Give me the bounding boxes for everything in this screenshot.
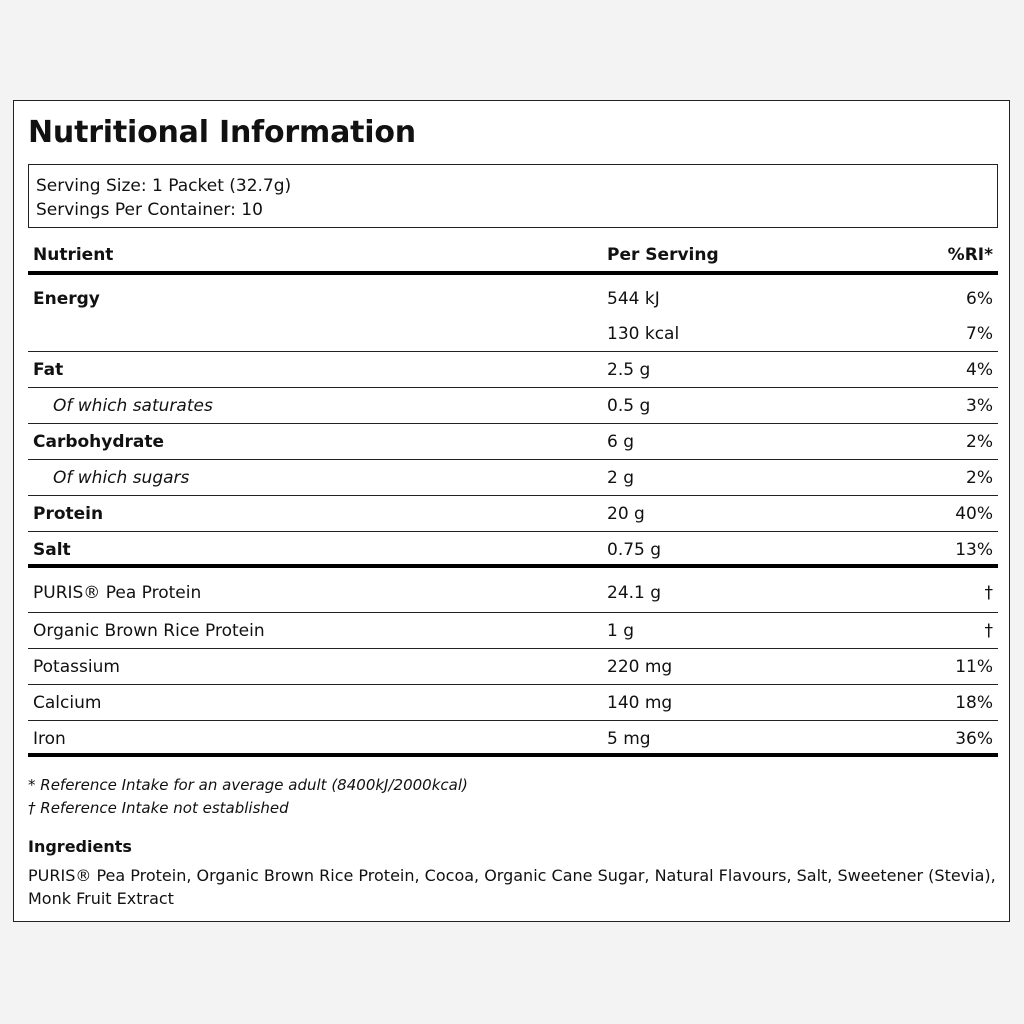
page-title: Nutritional Information [28,115,416,150]
table-row [28,613,998,649]
nutrient-ri: 3% [966,396,993,416]
nutrient-ri: † [984,583,993,603]
header-per-serving: Per Serving [607,245,719,265]
footnote-ri: * Reference Intake for an average adult (8400kJ/2000kcal) [28,776,468,794]
header-nutrient: Nutrient [33,245,114,265]
nutrient-value: 1 g [607,621,635,641]
table-row [28,352,998,388]
table-row [28,424,998,460]
nutrient-name: Iron [33,729,66,749]
nutrient-name: Of which saturates [53,396,213,416]
nutrient-name: Of which sugars [53,468,190,488]
nutrient-name: Energy [33,289,100,309]
table-row [28,721,998,757]
nutrient-ri: 7% [966,324,993,344]
nutrient-ri: 6% [966,289,993,309]
table-header-row [28,239,998,275]
nutrient-value: 544 kJ [607,289,660,309]
nutrient-value: 5 mg [607,729,651,749]
table-row [28,649,998,685]
table-row-energy [28,275,998,352]
nutrient-value: 24.1 g [607,583,662,603]
nutrient-ri: 18% [955,693,993,713]
ingredients-text: PURIS® Pea Protein, Organic Brown Rice Protein, Cocoa, Organic Cane Sugar, Natural Flavours, Salt, Sweetener (Stevia), Monk Fruit Extract [28,866,996,908]
nutrient-name: Potassium [33,657,120,677]
nutrient-name: Fat [33,360,64,380]
footnote-not-established: † Reference Intake not established [28,799,289,817]
nutrient-value: 220 mg [607,657,673,677]
nutrient-ri: 36% [955,729,993,749]
footnotes [28,774,468,820]
table-row [28,685,998,721]
nutrient-value: 0.75 g [607,540,662,560]
table-row [28,496,998,532]
nutrient-value: 2 g [607,468,635,488]
nutrient-ri: 2% [966,432,993,452]
nutrient-value: 0.5 g [607,396,651,416]
serving-size: Serving Size: 1 Packet (32.7g) [36,176,292,196]
table-row [28,460,998,496]
nutrient-ri: † [984,621,993,641]
table-row [28,568,998,613]
nutrient-value: 140 mg [607,693,673,713]
nutrient-ri: 2% [966,468,993,488]
nutrient-value: 20 g [607,504,645,524]
nutrient-ri: 40% [955,504,993,524]
nutrient-name: Protein [33,504,104,524]
serving-info-box [28,164,998,228]
nutrient-ri: 13% [955,540,993,560]
nutrient-name: PURIS® Pea Protein [33,583,202,603]
nutrition-label [13,100,1010,922]
nutrient-name: Organic Brown Rice Protein [33,621,265,641]
nutrient-name: Salt [33,540,71,560]
nutrition-table [28,239,998,757]
ingredients-heading: Ingredients [28,837,132,856]
nutrient-ri: 11% [955,657,993,677]
nutrient-ri: 4% [966,360,993,380]
nutrient-value: 2.5 g [607,360,651,380]
nutrient-name: Calcium [33,693,102,713]
nutrient-name: Carbohydrate [33,432,165,452]
nutrient-value: 130 kcal [607,324,680,344]
header-ri: %RI* [947,245,993,265]
servings-per-container: Servings Per Container: 10 [36,200,263,220]
table-row [28,388,998,424]
table-row [28,532,998,568]
nutrient-value: 6 g [607,432,635,452]
